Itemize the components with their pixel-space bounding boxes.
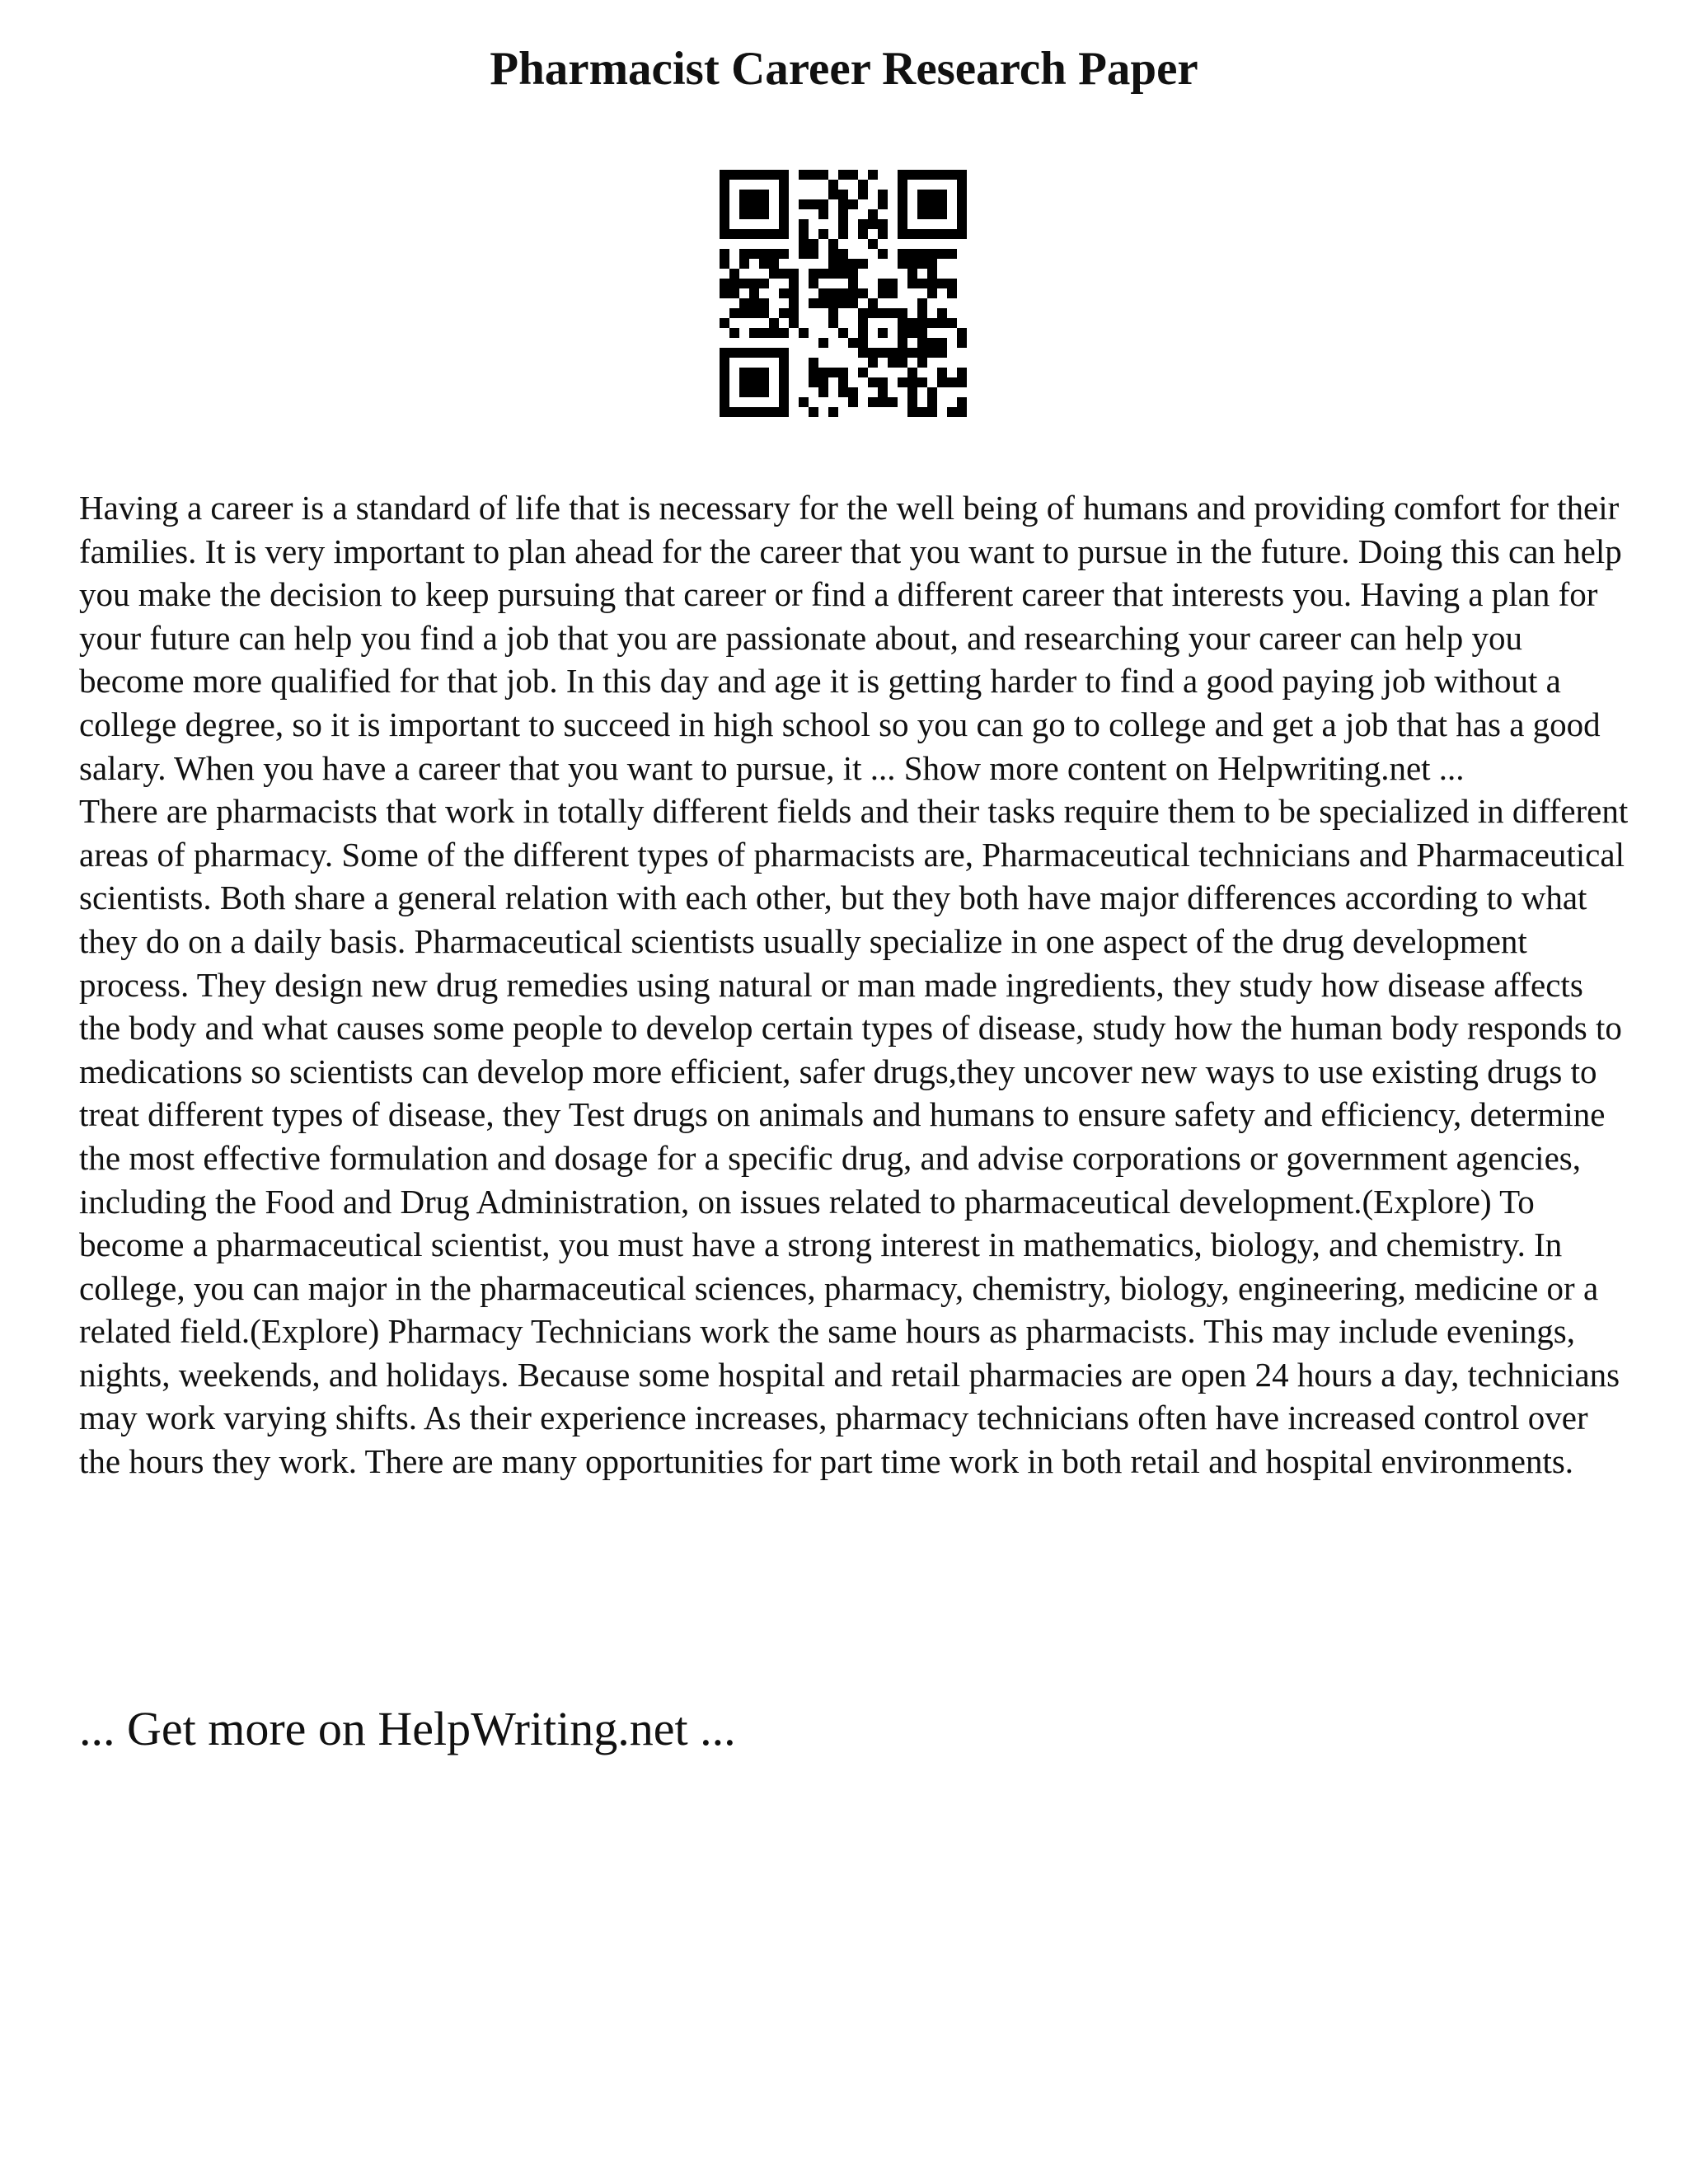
get-more-link[interactable]: ... Get more on HelpWriting.net ... <box>79 1702 736 1755</box>
paragraph-types: There are pharmacists that work in totally different fields and their tasks require them to be specialized in different areas of pharmacy. Some of the different types of pharmacists are, Pharmaceutical technicians and Pharmaceutical scientists. Both share a general relation with each other, but they both have major differences according to what they do on a daily basis. Pharmaceutical scientists usually specialize in one aspect of the drug development process. They design new drug remedies using natural or man made ingredients, they study how disease affects the body and what causes some people to develop certain types of disease, study how the human body responds to medications so scientists can develop more efficient, safer drugs,they uncover new ways to use existing drugs to treat different types of disease, they Test drugs on animals and humans to ensure safety and efficiency, determine the most effective formulation and dosage for a specific drug, and advise corporations or government agencies, including the Food and Drug Administration, on issues related to pharmaceutical development.(Explore) To become a pharmaceutical scientist, you must have a strong interest in mathematics, biology, and chemistry. In college, you can major in the pharmaceutical sciences, pharmacy, chemistry, biology, engineering, medicine or a related field.(Explore) Pharmacy Technicians work the same hours as pharmacists. This may include evenings, nights, weekends, and holidays. Because some hospital and retail pharmacies are open 24 hours a day, technicians may work varying shifts. As their experience increases, pharmacy technicians often have increased control over the hours they work. There are many opportunities for part time work in both retail and hospital environments. <box>79 792 1629 1481</box>
qr-code-icon <box>720 170 967 417</box>
document-body <box>79 486 1629 1483</box>
document-title: Pharmacist Career Research Paper <box>490 43 1198 95</box>
paragraph-intro: Having a career is a standard of life that is necessary for the well being of humans and providing comfort for their families. It is very important to plan ahead for the career that you want to pursue in the future. Doing this can help you make the decision to keep pursuing that career or find a different career that interests you. Having a plan for your future can help you find a job that you are passionate about, and researching your career can help you become more qualified for that job. In this day and age it is getting harder to find a good paying job without a college degree, so it is important to succeed in high school so you can go to college and get a job that has a good salary. When you have a career that you want to pursue, it ... Show more content on Helpwriting.net ... <box>79 489 1622 787</box>
